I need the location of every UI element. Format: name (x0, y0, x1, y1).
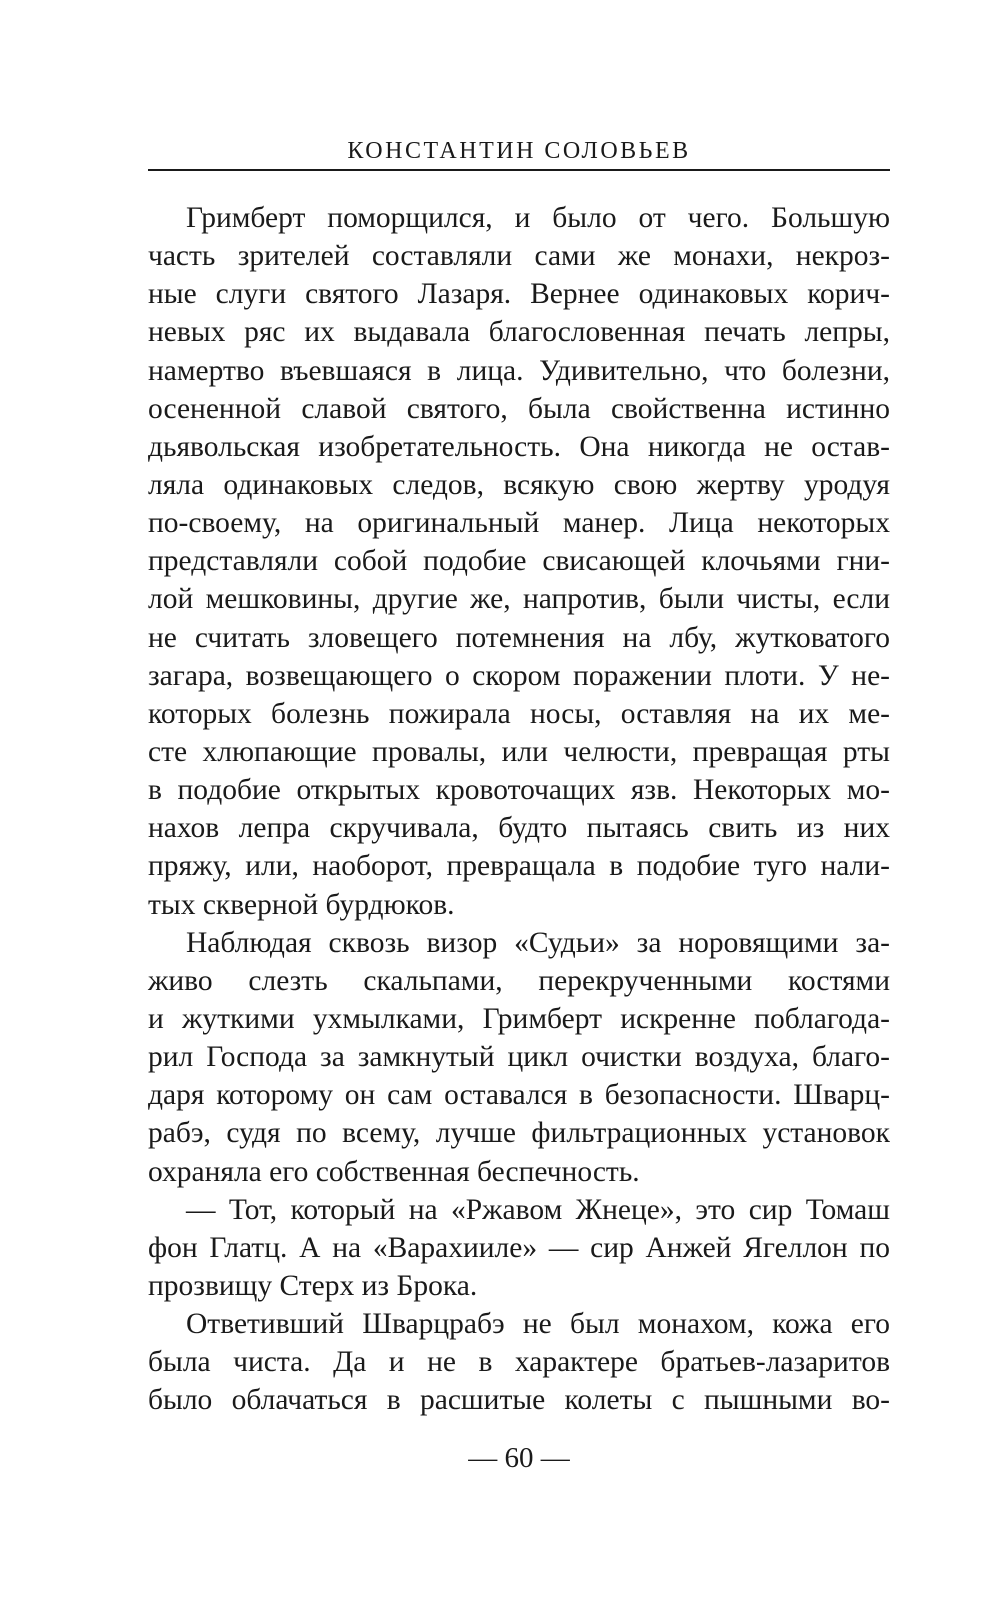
body-text (148, 199, 890, 1420)
text-line: живо слезть скальпами, перекрученными костями (148, 964, 890, 997)
text-line: не считать зловещего потемнения на лбу, жутковатого (148, 621, 890, 654)
text-line: представляли собой подобие свисающей клочьями гни- (148, 545, 890, 578)
text-line: пряжу, или, наоборот, превращала в подобие туго нали- (148, 850, 890, 883)
text-line: часть зрителей составляли сами же монахи, некроз- (148, 240, 890, 273)
text-line: сте хлюпающие провалы, или челюсти, превращая рты (148, 735, 890, 768)
header-rule (148, 169, 890, 171)
text-line: охраняла его собственная беспечность. (148, 1155, 640, 1188)
text-line: Ответивший Шварцрабэ не был монахом, кожа его (186, 1308, 890, 1341)
text-line: рабэ, судя по всему, лучше фильтрационных установок (148, 1117, 890, 1150)
dialogue-line: прозвищу Стерх из Брока. (148, 1269, 478, 1302)
text-line: была чиста. Да и не в характере братьев-лазаритов (148, 1346, 890, 1379)
text-line: ные слуги святого Лазаря. Вернее одинаковых корич- (148, 278, 890, 311)
running-head: КОНСТАНТИН СОЛОВЬЕВ (347, 138, 691, 164)
text-line: ляла одинаковых следов, всякую свою жертву уродуя (148, 468, 890, 501)
text-line: даря которому он сам оставался в безопасности. Шварц- (148, 1079, 890, 1112)
text-line: тых скверной бурдюков. (148, 888, 455, 921)
text-line: Наблюдая сквозь визор «Судьи» за норовящими за- (186, 926, 890, 959)
text-line: дьявольская изобретательность. Она никогда не остав- (148, 430, 890, 463)
text-line: которых болезнь пожирала носы, оставляя на их ме- (148, 697, 890, 730)
text-line: и жуткими ухмылками, Гримберт искренне поблагода- (148, 1002, 890, 1035)
text-line: невых ряс их выдавала благословенная печать лепры, (148, 316, 890, 349)
dialogue-line: — Тот, который на «Ржавом Жнеце», это сир Томаш (186, 1193, 890, 1226)
text-line: нахов лепра скручивала, будто пытаясь свить из них (148, 812, 890, 845)
text-line: было облачаться в расшитые колеты с пышными во- (148, 1384, 890, 1417)
text-line: намертво въевшаяся в лица. Удивительно, что болезни, (148, 354, 890, 387)
text-line: осененной славой святого, была свойственна истинно (148, 392, 890, 425)
text-line: лой мешковины, другие же, напротив, были чисты, если (148, 583, 890, 616)
dialogue-line: фон Глатц. А на «Варахииле» — сир Анжей Ягеллон по (148, 1231, 890, 1264)
text-line: по-своему, на оригинальный манер. Лица некоторых (148, 507, 890, 540)
text-line: загара, возвещающего о скором поражении плоти. У не- (148, 659, 890, 692)
page-number: — 60 — (468, 1442, 570, 1474)
text-line: в подобие открытых кровоточащих язв. Некоторых мо- (148, 774, 890, 807)
text-line: рил Господа за замкнутый цикл очистки воздуха, благо- (148, 1041, 890, 1074)
text-line: Гримберт поморщился, и было от чего. Большую (186, 202, 890, 234)
